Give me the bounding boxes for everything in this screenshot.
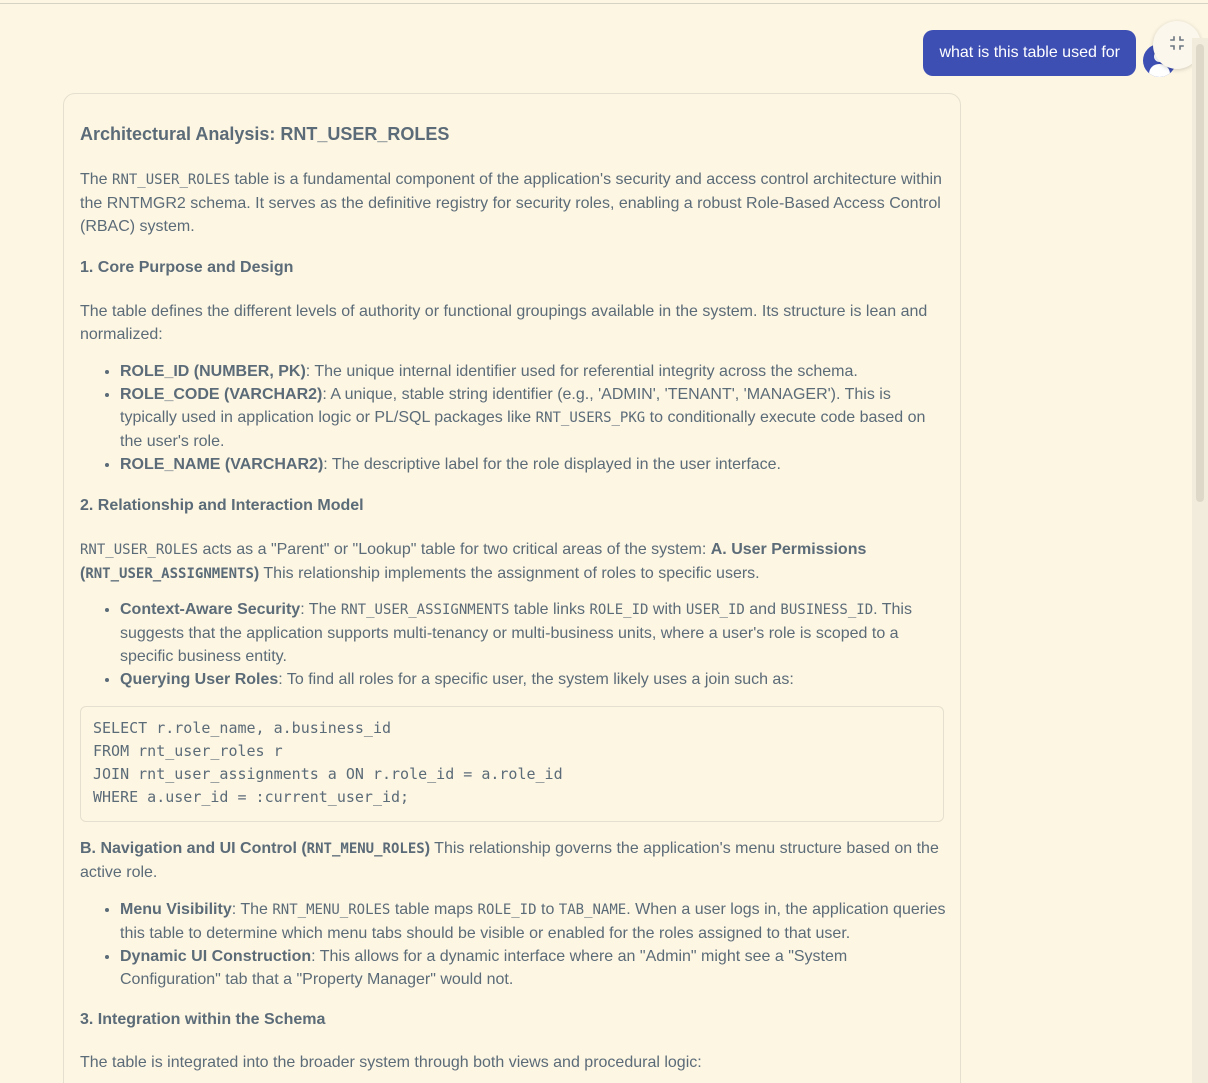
list-item: • Menu Visibility: The RNT_MENU_ROLES table maps ROLE_ID to TAB_NAME. When a user logs in, the application queries this table to determine which menu tabs should be visible or enabled for the roles assigned to that user. [120,898,948,945]
section-heading-relationship: 2. Relationship and Interaction Model [80,497,364,514]
section2-list-a [80,598,948,691]
intro-paragraph: The RNT_USER_ROLES table is a fundamental component of the application's security and access control architecture within the RNTMGR2 schema. It serves as the definitive registry for security roles, enabling a robust Role-Based Access Control (RBAC) system. [80,171,942,235]
list-item: • ROLE_ID (NUMBER, PK): The unique internal identifier used for referential integrity across the schema. [120,360,948,383]
section3-paragraph: The table is integrated into the broader system through both views and procedural logic: [80,1054,702,1071]
assistant-response-card [63,93,961,1083]
list-item: • ROLE_CODE (VARCHAR2): A unique, stable string identifier (e.g., 'ADMIN', 'TENANT', 'MANAGER'). This is typically used in application logic or PL/SQL packages like RNT_USERS_PKG to conditionally execute code based on the user's role. [120,383,948,453]
response-title: Architectural Analysis: RNT_USER_ROLES [80,124,450,144]
section-heading-core-purpose: 1. Core Purpose and Design [80,259,294,276]
scrollbar[interactable] [1192,38,1208,1083]
list-item: • Dynamic UI Construction: This allows for a dynamic interface where an "Admin" might see a "System Configuration" tab that a "Property Manager" would not. [120,945,948,991]
section2-list-b [80,898,948,991]
list-item: • Querying User Roles: To find all roles for a specific user, the system likely uses a join such as: [120,668,948,691]
sql-code-block[interactable]: SELECT r.role_name, a.business_id FROM rnt_user_roles r JOIN rnt_user_assignments a ON r.role_id = a.role_id WHERE a.user_id = :current_user_id; [80,706,944,822]
top-divider [0,3,1208,4]
section1-paragraph: The table defines the different levels of authority or functional groupings available in the system. Its structure is lean and normalized: [80,303,928,343]
list-item: • Context-Aware Security: The RNT_USER_ASSIGNMENTS table links ROLE_ID with USER_ID and BUSINESS_ID. This suggests that the application supports multi-tenancy or multi-business units, where a user's role is scoped to a specific business entity. [120,598,948,668]
section2-paragraph: RNT_USER_ROLES acts as a "Parent" or "Lookup" table for two critical areas of the system: A. User Permissions (RNT_USER_ASSIGNMENTS) This relationship implements the assignment of roles to specific users. [80,541,867,582]
scrollbar-thumb[interactable] [1196,44,1204,502]
list-item: • ROLE_NAME (VARCHAR2): The descriptive label for the role displayed in the user interface. [120,453,948,476]
user-message-bubble [923,30,1136,76]
section2-paragraph-b: B. Navigation and UI Control (RNT_MENU_ROLES) This relationship governs the application's menu structure based on the active role. [80,840,939,881]
section-heading-integration: 3. Integration within the Schema [80,1011,326,1028]
user-message-text: what is this table used for [939,44,1120,61]
section1-list [80,360,948,476]
